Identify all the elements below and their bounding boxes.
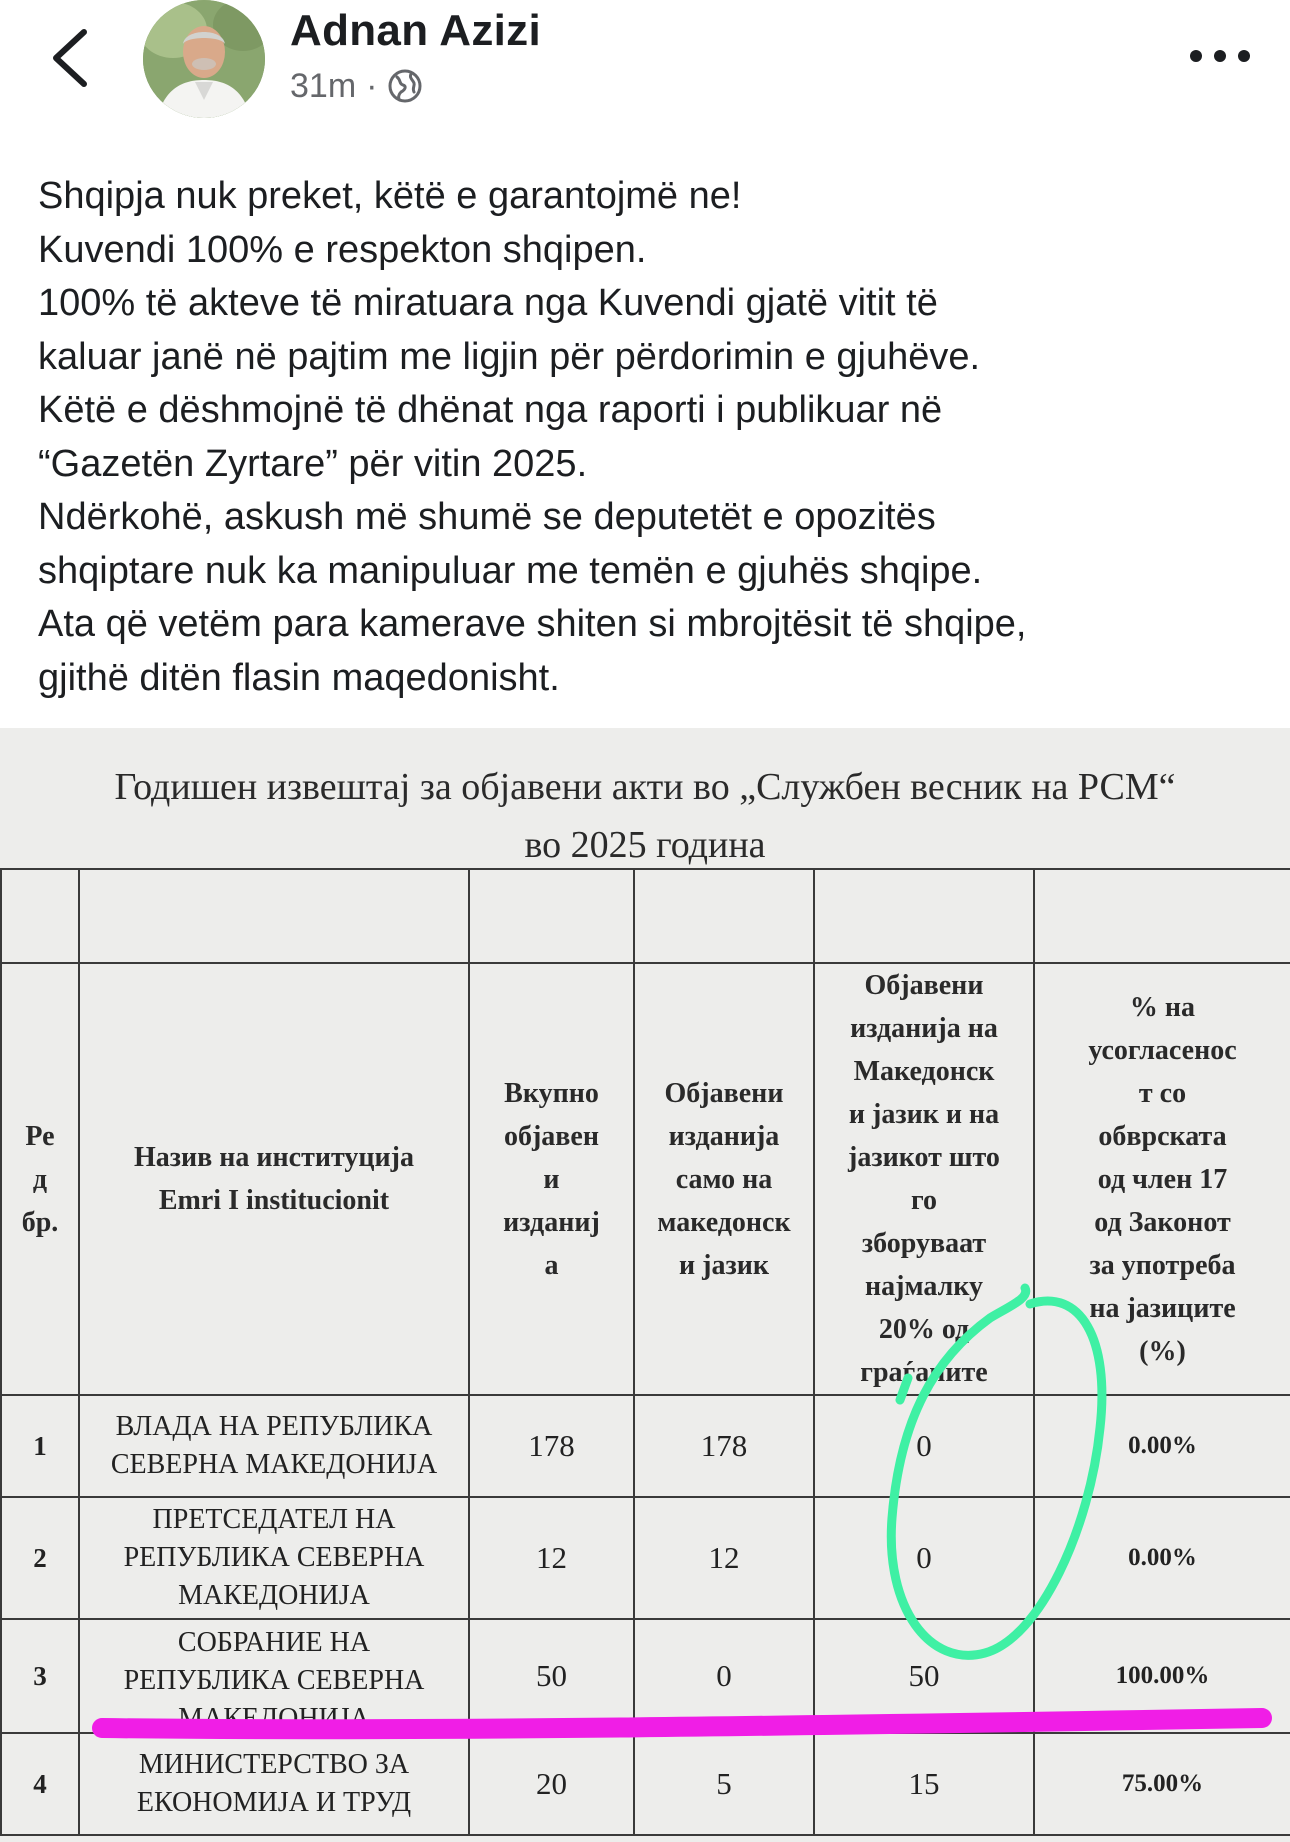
- document-title: [0, 758, 1290, 874]
- header-percent: % на усогласенос т со обврската од член 17 од Законот за употреба на јазиците (%): [1034, 963, 1290, 1395]
- mk-only-count: 12: [634, 1497, 814, 1619]
- mk-only-count: 5: [634, 1733, 814, 1835]
- post-message: [38, 170, 1268, 705]
- compliance-percent: 0.00%: [1034, 1395, 1290, 1497]
- document-title-line: Годишен извештај за објавени акти во „Службен весник на РСМ“: [114, 766, 1176, 808]
- total-count: 12: [469, 1497, 634, 1619]
- table-row: [1, 1395, 1290, 1497]
- author-name[interactable]: Adnan Azizi: [290, 6, 541, 55]
- institution-name: ВЛАДА НА РЕПУБЛИКА СЕВЕРНА МАКЕДОНИЈА: [79, 1395, 469, 1497]
- table-row: [1, 1497, 1290, 1619]
- header-total: Вкупно објавен и изданиј а: [469, 963, 634, 1395]
- post-timestamp[interactable]: 31m: [290, 66, 357, 105]
- mk-and-other-count: 0: [814, 1395, 1034, 1497]
- header-mk-and-other: Објавени изданија на Македонск и јазик и на јазикот што го зборуваат најмалку 20% од граѓаните: [814, 963, 1034, 1395]
- institution-name: МИНИСТЕРСТВО ЗА ЕКОНОМИЈА И ТРУД: [79, 1733, 469, 1835]
- compliance-percent: 75.00%: [1034, 1733, 1290, 1835]
- total-count: 50: [469, 1619, 634, 1733]
- row-index: 4: [1, 1733, 79, 1835]
- post-line: Këtë e dëshmojnë të dhënat nga raporti i publikuar në: [38, 389, 943, 431]
- row-index: 3: [1, 1619, 79, 1733]
- table-row: [1, 1619, 1290, 1733]
- row-index: 2: [1, 1497, 79, 1619]
- post-line: “Gazetën Zyrtare” për vitin 2025.: [38, 442, 588, 485]
- blank-row: [1, 869, 1290, 963]
- post-meta: [290, 66, 423, 106]
- header-index: Ре д бр.: [1, 963, 79, 1395]
- report-table: [0, 868, 1290, 1836]
- post-line: kaluar janë në pajtim me ligjin për përdorimin e gjuhëve.: [38, 335, 981, 378]
- avatar-photo: [143, 0, 265, 118]
- post-image[interactable]: [0, 728, 1290, 1842]
- institution-name: ПРЕТСЕДАТЕЛ НА РЕПУБЛИКА СЕВЕРНА МАКЕДОНИЈА: [79, 1497, 469, 1619]
- globe-icon: [387, 68, 423, 104]
- post-line: Shqipja nuk preket, këtë e garantojmë ne!: [38, 175, 742, 217]
- header-mk-only: Објавени изданија само на македонск и јазик: [634, 963, 814, 1395]
- meta-separator: ·: [366, 66, 378, 105]
- row-index: 1: [1, 1395, 79, 1497]
- compliance-percent: 0.00%: [1034, 1497, 1290, 1619]
- post-header: [0, 0, 1290, 130]
- document-title-line: во 2025 година: [524, 824, 766, 866]
- more-horizontal-icon: [1185, 36, 1255, 76]
- more-options-button[interactable]: [1185, 36, 1255, 76]
- total-count: 20: [469, 1733, 634, 1835]
- mk-and-other-count: 15: [814, 1733, 1034, 1835]
- mk-and-other-count: 0: [814, 1497, 1034, 1619]
- mk-only-count: 178: [634, 1395, 814, 1497]
- header-name: Назив на институција Emri I institucionit: [79, 963, 469, 1395]
- avatar[interactable]: [143, 0, 265, 118]
- header-row: [1, 963, 1290, 1395]
- post-line: Kuvendi 100% e respekton shqipen.: [38, 228, 647, 271]
- compliance-percent: 100.00%: [1034, 1619, 1290, 1733]
- post-line: Ndërkohë, askush më shumë se deputetët e opozitës: [38, 496, 936, 538]
- post-line: shqiptare nuk ka manipuluar me temën e gjuhës shqipe.: [38, 549, 983, 592]
- institution-name: СОБРАНИЕ НА РЕПУБЛИКА СЕВЕРНА МАКЕДОНИЈА: [79, 1619, 469, 1733]
- post-line: gjithë ditën flasin maqedonisht.: [38, 656, 560, 699]
- chevron-left-icon: [44, 24, 96, 92]
- post-line: 100% të akteve të miratuara nga Kuvendi gjatë vitit të: [38, 282, 938, 324]
- total-count: 178: [469, 1395, 634, 1497]
- table-row: [1, 1733, 1290, 1835]
- mk-only-count: 0: [634, 1619, 814, 1733]
- mk-and-other-count: 50: [814, 1619, 1034, 1733]
- back-button[interactable]: [44, 24, 96, 92]
- post-line: Ata që vetëm para kamerave shiten si mbrojtësit të shqipe,: [38, 603, 1027, 645]
